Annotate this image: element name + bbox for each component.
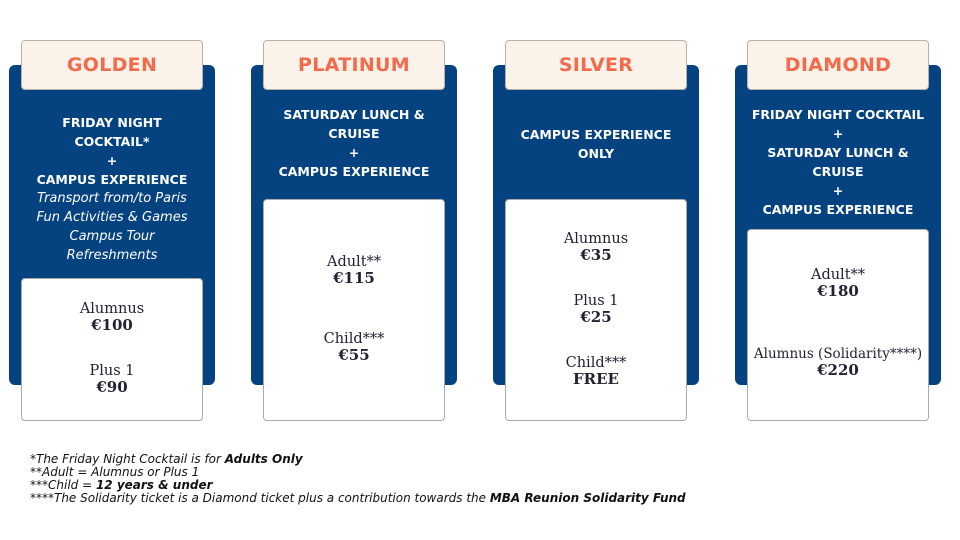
price-card: [21, 278, 203, 421]
feature-campus: CAMPUS EXPERIENCE: [36, 172, 188, 187]
tier-platinum: [251, 40, 459, 420]
feature-cocktail: FRIDAY NIGHT COCKTAIL: [751, 107, 925, 122]
footnotes: [30, 453, 686, 505]
price-label: Alumnus (Solidarity****): [753, 346, 923, 362]
price-label: Plus 1: [573, 293, 619, 309]
footnote-text: *The Friday Night Cocktail is for: [30, 452, 225, 466]
price-plus-one: [22, 363, 202, 396]
feature-lunch-cruise: SATURDAY LUNCH & CRUISE: [767, 145, 909, 179]
footnote-text: **Adult = Alumnus or Plus 1: [30, 465, 200, 479]
price-alumnus: [22, 301, 202, 334]
tier-diamond: [735, 40, 943, 420]
price-label: Alumnus: [563, 231, 629, 247]
tier-golden: [9, 40, 217, 420]
footnote-emphasis: MBA Reunion Solidarity Fund: [489, 491, 686, 505]
feature-detail: Fun Activities & Games: [36, 210, 188, 225]
price-adult: [748, 267, 928, 300]
feature-campus: CAMPUS EXPERIENCE: [278, 164, 430, 179]
price-value: FREE: [573, 370, 619, 388]
tier-description: [507, 125, 685, 163]
price-value: €180: [817, 282, 859, 300]
price-plus-one: [506, 293, 686, 326]
tier-description: [23, 113, 201, 265]
price-label: Alumnus: [79, 301, 145, 317]
price-card: [505, 199, 687, 421]
plus-sign: +: [832, 126, 844, 141]
footnote-text: ****The Solidarity ticket is a Diamond ticket plus a contribution towards the: [30, 491, 490, 505]
price-value: €25: [580, 308, 612, 326]
price-value: €220: [817, 361, 859, 379]
footnote-text: ***Child =: [30, 478, 96, 492]
tier-title: DIAMOND: [747, 40, 929, 90]
feature-cocktail: FRIDAY NIGHT COCKTAIL*: [62, 115, 162, 149]
feature-detail: Transport from/to Paris: [37, 191, 187, 206]
tier-title: PLATINUM: [263, 40, 445, 90]
footnote-emphasis: Adults Only: [224, 452, 303, 466]
footnote-emphasis: 12 years & under: [95, 478, 213, 492]
price-solidarity: [748, 346, 928, 379]
tier-title: GOLDEN: [21, 40, 203, 90]
price-value: €55: [338, 346, 370, 364]
price-value: €115: [333, 269, 375, 287]
price-label: Plus 1: [89, 363, 135, 379]
price-card: [263, 199, 445, 421]
price-child: [506, 355, 686, 388]
price-label: Adult**: [326, 254, 382, 270]
price-label: Adult**: [810, 267, 866, 283]
price-value: €100: [91, 316, 133, 334]
tier-silver: [493, 40, 701, 420]
price-value: €90: [96, 378, 128, 396]
feature-campus-only: CAMPUS EXPERIENCE ONLY: [520, 127, 672, 161]
feature-lunch-cruise: SATURDAY LUNCH & CRUISE: [283, 107, 425, 141]
price-label: Child***: [565, 355, 627, 371]
feature-campus: CAMPUS EXPERIENCE: [762, 202, 914, 217]
price-child: [264, 331, 444, 364]
price-card: [747, 229, 929, 421]
tier-description: [265, 105, 443, 181]
feature-detail: Refreshments: [66, 248, 158, 263]
price-label: Child***: [323, 331, 385, 347]
plus-sign: +: [348, 145, 360, 160]
feature-detail: Campus Tour: [69, 229, 155, 244]
plus-sign: +: [832, 183, 844, 198]
price-adult: [264, 254, 444, 287]
plus-sign: +: [106, 153, 118, 168]
tier-title: SILVER: [505, 40, 687, 90]
price-value: €35: [580, 246, 612, 264]
tier-description: [749, 105, 927, 219]
price-alumnus: [506, 231, 686, 264]
footnote-solidarity: [30, 492, 686, 505]
